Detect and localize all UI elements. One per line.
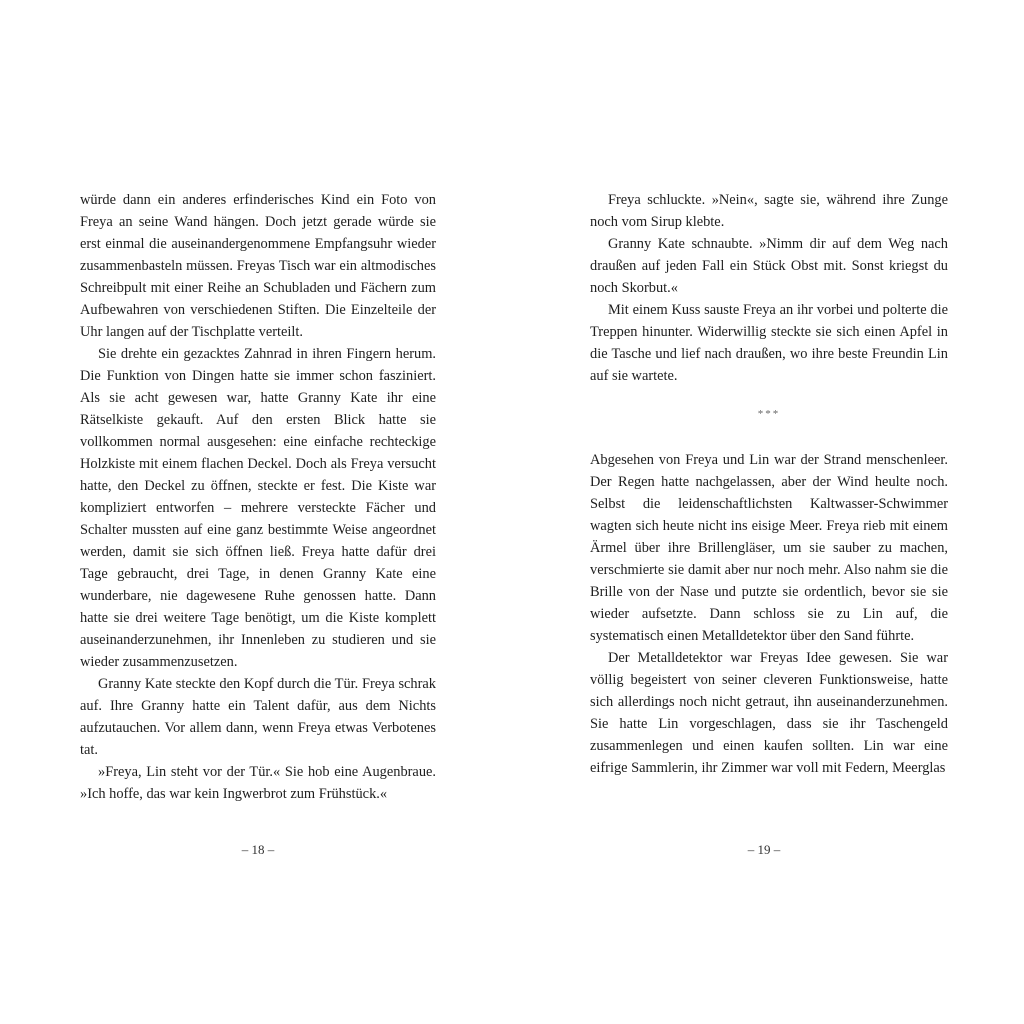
paragraph: Der Metalldetektor war Freyas Idee gewesen. Sie war völlig begeistert von seiner cleveren Funktionsweise, hatte sich allerdings noch nicht getraut, ihn auseinanderzunehmen. Sie hatte Lin vorgeschlagen, dass sie ihr Taschengeld zusammenlegen und einen kaufen sollten. Lin war eine eifrige Sammlerin, ihr Zimmer war voll mit Federn, Meerglas [590, 650, 948, 776]
page-number: – 19 – [747, 842, 781, 857]
paragraph: Sie drehte ein gezacktes Zahnrad in ihren Fingern herum. Die Funktion von Dingen hatte sie immer schon fasziniert. Als sie acht gewesen war, hatte Granny Kate ihr eine Rätselkiste gekauft. Auf den ersten Blick hatte sie vollkommen normal ausgesehen: eine einfache rechteckige Holzkiste mit einem flachen Deckel. Doch als Freya versucht hatte, den Deckel zu öffnen, steckte er fest. Die Kiste war kompliziert entworfen – mehrere versteckte Fächer und Schalter mussten auf eine ganz bestimmte Weise angeordnet werden, damit sie sich öffnen ließ. Freya hatte dafür drei Tage gebraucht, drei Tage, in denen Granny Kate eine wunderbare, nie dagewesene Ruhe genossen hatte. Dann hatte sie drei weitere Tage benötigt, um die Kiste komplett auseinanderzunehmen, ihr Innenleben zu studieren und sie wieder zusammenzusetzen. [80, 346, 436, 670]
right-page-text [590, 189, 948, 779]
paragraph: Freya schluckte. »Nein«, sagte sie, während ihre Zunge noch vom Sirup klebte. [590, 192, 948, 230]
paragraph: Abgesehen von Freya und Lin war der Strand menschenleer. Der Regen hatte nachgelassen, aber der Wind heulte noch. Selbst die leidenschaftlichsten Kaltwasser-Schwimmer wagten sich heute nicht ins eisige Meer. Freya rieb mit einem Ärmel über ihre Brillengläser, um sie sauber zu machen, verschmierte sie damit aber nur noch mehr. Also nahm sie die Brille von der Nase und putzte sie ordentlich, bevor sie sie wieder aufsetzte. Dann schloss sie zu Lin auf, die systematisch einen Metalldetektor über den Sand führte. [590, 452, 948, 644]
section-separator: *** [757, 408, 781, 420]
paragraph: Granny Kate steckte den Kopf durch die Tür. Freya schrak auf. Ihre Granny hatte ein Talent dafür, aus dem Nichts aufzutauchen. Vor allem dann, wenn Freya etwas Verbotenes tat. [80, 676, 436, 758]
paragraph: würde dann ein anderes erfinderisches Kind ein Foto von Freya an seine Wand hängen. Doch jetzt gerade würde sie erst einmal die auseinandergenommene Empfangsuhr wieder zusammenbasteln müssen. Freyas Tisch war ein altmodisches Schreibpult mit einer Reihe an Schubladen und Fächern zum Aufbewahren von verschiedenen Stiften. Die Einzelteile der Uhr langen auf der Tischplatte verteilt. [80, 192, 436, 340]
left-page-text [80, 189, 436, 805]
paragraph: Granny Kate schnaubte. »Nimm dir auf dem Weg nach draußen auf jeden Fall ein Stück Obst mit. Sonst kriegst du noch Skorbut.« [590, 236, 948, 296]
page-number: – 18 – [241, 842, 275, 857]
paragraph: »Freya, Lin steht vor der Tür.« Sie hob eine Augenbraue. »Ich hoffe, das war kein Ingwerbrot zum Frühstück.« [80, 764, 436, 802]
paragraph: Mit einem Kuss sauste Freya an ihr vorbei und polterte die Treppen hinunter. Widerwillig steckte sie sich einen Apfel in die Tasche und lief nach draußen, wo ihre beste Freundin Lin auf sie wartete. [590, 302, 948, 384]
right-page [512, 0, 1024, 1024]
